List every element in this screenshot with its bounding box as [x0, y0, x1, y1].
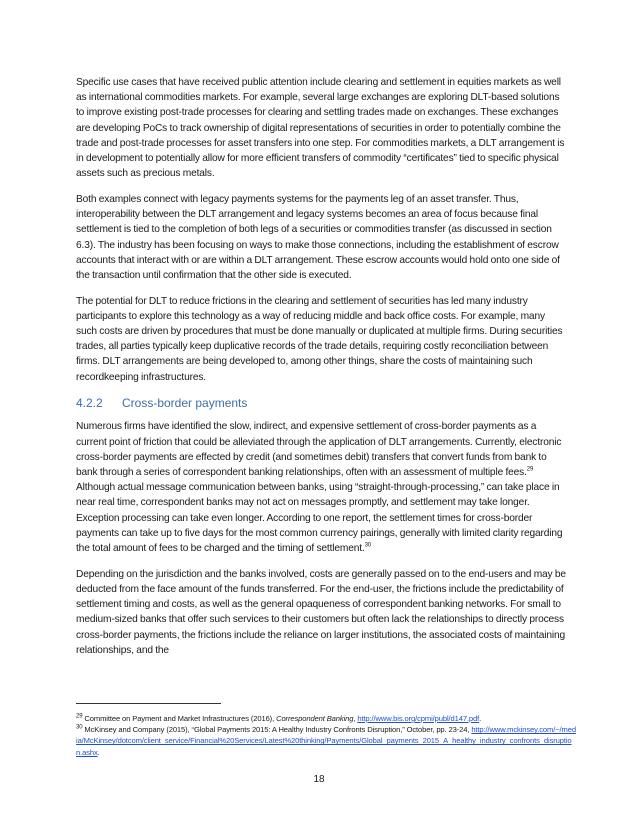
paragraph-text-part-2: Although actual message communication between banks, using “straight-through-processing,” can take place in near real time, correspondent banks may not act on messages promptly, and settlement may take longer. Exception processing can take even longer. According to one report, the settlement times for cross-border payments can take up to five days for the most common currency pairings, generally with limited clarity regarding the total amount of fees to be charged and the timing of settlement. — [76, 482, 563, 554]
footnote-text: McKinsey and Company (2015), “Global Payments 2015: A Healthy Industry Confronts Disruption,” October, pp. 23-24, — [82, 725, 472, 735]
footnotes — [76, 713, 576, 758]
section-title: Cross-border payments — [122, 396, 248, 411]
footnote-number: 30 — [76, 724, 83, 731]
body-text — [76, 75, 566, 668]
paragraph-end-user-costs: Depending on the jurisdiction and the banks involved, costs are generally passed on to the end-users and may be deducted from the face amount of the funds transferred. For the end-user, the frictions include the predictability of settlement timing and costs, as well as the general opaqueness of correspondent banking networks. For small to medium-sized banks that offer such services to their customers but often lack the relationships to directly process cross-border payments, the frictions include the reliance on larger institutions, the associated costs of maintaining relationships, and the — [76, 568, 566, 656]
section-heading — [76, 395, 566, 411]
footnote-ref-29[interactable]: 29 — [526, 466, 534, 473]
footnote-divider — [76, 703, 221, 704]
footnote-text: Committee on Payment and Market Infrastructures (2016), — [82, 714, 277, 723]
footnote-ref-30[interactable]: 30 — [364, 542, 371, 549]
footnote-italic-title: Correspondent Banking — [276, 714, 354, 723]
page-number: 18 — [313, 774, 325, 785]
paragraph-cross-border-frictions — [76, 419, 566, 556]
paragraph-interoperability: Both examples connect with legacy payments systems for the payments leg of an asset transfer. Thus, interoperability between the DLT arrangement and legacy systems becomes an area of focus because final settlement is tied to the completion of both legs of a securities or commodities transfer (as discussed in section 6.3). The industry has been focusing on ways to make those connections, including the establishment of escrow accounts that interact with or are within a DLT arrangement. These escrow accounts would hold onto one side of the transaction until confirmation that the other side is executed. — [76, 193, 560, 281]
footnote-text: . — [479, 714, 482, 723]
footnote-30 — [76, 724, 576, 758]
footnote-text: . — [97, 747, 100, 757]
footnote-text: , — [353, 714, 358, 723]
footnote-link-mckinsey[interactable]: http://www.mckinsey.com/~/media/McKinsey/dotcom/client_service/Financial%20Services/Latest%20thinking/Payments/Global_payments_2015_A_healthy_industry_confronts_disruption.ashx — [76, 725, 576, 757]
footnote-29 — [76, 713, 576, 724]
section-number: 4.2.2 — [76, 396, 103, 411]
footnote-link-bis[interactable]: http://www.bis.org/cpmi/publ/d147.pdf — [357, 714, 480, 723]
paragraph-clearing-settlement-use-cases: Specific use cases that have received public attention include clearing and settlement in equities markets as well as international commodities markets. For example, several large exchanges are exploring DLT-based solutions to improve existing post-trade processes for clearing and settling trades made on exchanges. These exchanges are developing PoCs to track ownership of digital representations of securities in order to potentially combine the trade and post-trade processes for asset transfers into one step. For commodities markets, a DLT arrangement is in development to potentially allow for more efficient transfers of commodity “certificates” tied to specific physical assets such as precious metals. — [76, 77, 565, 180]
paragraph-text-part-1: Numerous firms have identified the slow, indirect, and expensive settlement of cross-border payments as a current point of friction that could be alleviated through the application of DLT arrangements. Currently, electronic cross-border payments are effected by credit (and sometimes debit) transfers that convert funds from bank to bank through a series of correspondent banking relationships, often with an assessment of multiple fees. — [76, 421, 562, 478]
paragraph-reduce-frictions: The potential for DLT to reduce frictions in the clearing and settlement of securities has led many industry participants to explore this technology as a way of reducing middle and back office costs. For example, many such costs are driven by procedures that must be done manually or duplicated at multiple firms. During securities trades, all parties typically keep duplicative records of the trade details, requiring costly reconciliation between firms. DLT arrangements are being developed to, among other things, share the costs of maintaining such recordkeeping infrastructures. — [76, 295, 563, 383]
footnote-number: 29 — [76, 713, 83, 720]
